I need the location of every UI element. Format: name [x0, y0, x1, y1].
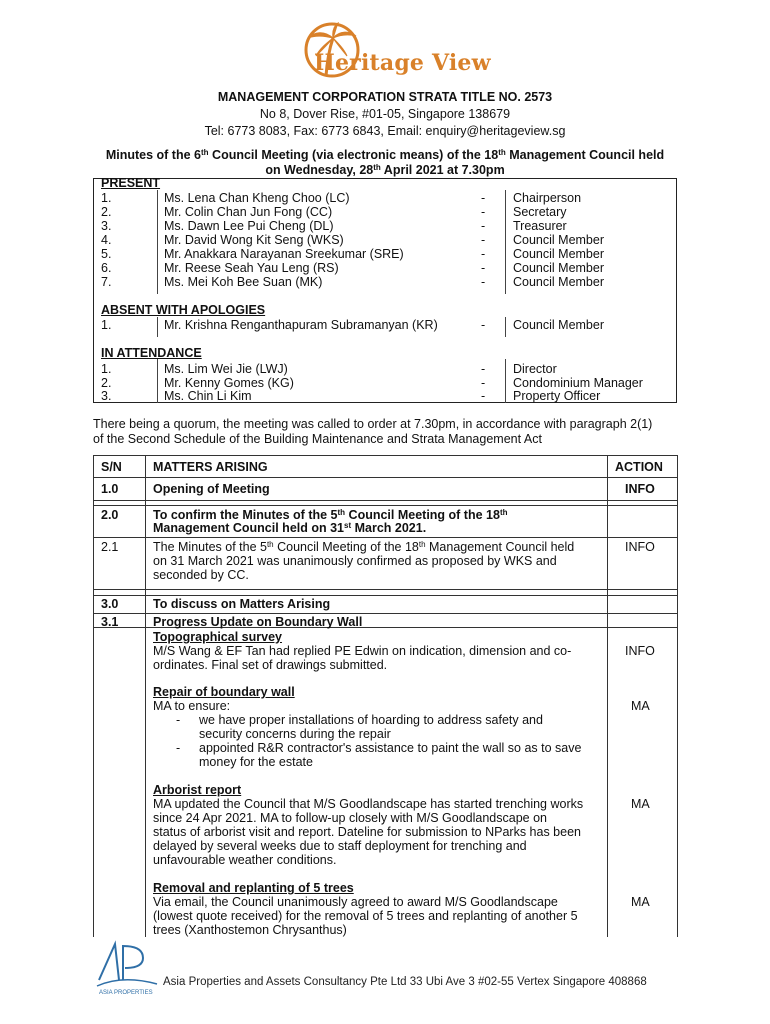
- present-num: 3.: [101, 219, 112, 233]
- arborist-l5: unfavourable weather conditions.: [153, 853, 337, 867]
- present-num: 1.: [101, 191, 112, 205]
- absent-num: 1.: [101, 318, 112, 332]
- present-name: Mr. Anakkara Narayanan Sreekumar (SRE): [164, 247, 404, 261]
- present-name: Mr. Reese Seah Yau Leng (RS): [164, 261, 339, 275]
- col-header-sn: S/N: [101, 460, 122, 474]
- present-num: 7.: [101, 275, 112, 289]
- attendance-role: Property Officer: [513, 389, 601, 403]
- repair-bullet-2-l1: appointed R&R contractor's assistance to paint the wall so as to save: [199, 741, 582, 755]
- bullet-dash: -: [176, 741, 181, 755]
- present-role: Chairperson: [513, 191, 582, 205]
- attendance-dash: -: [481, 376, 486, 390]
- in-attendance-heading: IN ATTENDANCE: [101, 346, 202, 360]
- attendance-name: Ms. Chin Li Kim: [164, 389, 252, 403]
- quorum-text-line-2: of the Second Schedule of the Building Maintenance and Strata Management Act: [93, 432, 542, 446]
- absent-dash: -: [481, 318, 486, 332]
- attendance-role: Director: [513, 362, 557, 376]
- present-num: 4.: [101, 233, 112, 247]
- trees-l3: trees (Xanthostemon Chrysanthus): [153, 923, 347, 937]
- present-name: Mr. Colin Chan Jun Fong (CC): [164, 205, 333, 219]
- topo-survey-heading: Topographical survey: [153, 630, 282, 644]
- present-name: Ms. Dawn Lee Pui Cheng (DL): [164, 219, 334, 233]
- svg-text:ASIA PROPERTIES: ASIA PROPERTIES: [99, 990, 153, 996]
- asia-properties-logo: [95, 940, 161, 1002]
- present-name: Ms. Lena Chan Kheng Choo (LC): [164, 191, 350, 205]
- attendance-role: Condominium Manager: [513, 376, 643, 390]
- absent-role: Council Member: [513, 318, 605, 332]
- present-name: Ms. Mei Koh Bee Suan (MK): [164, 275, 323, 289]
- minutes-title-line-2: on Wednesday, 28th April 2021 at 7.30pm: [265, 163, 505, 177]
- action-arborist: MA: [631, 797, 650, 811]
- topo-survey-l1: M/S Wang & EF Tan had replied PE Edwin on indication, dimension and co-: [153, 644, 572, 658]
- attendance-dash: -: [481, 389, 486, 403]
- action-topo: INFO: [625, 644, 655, 658]
- minutes-title-line-1: Minutes of the 6th Council Meeting (via electronic means) of the 18th Management Council held: [105, 148, 665, 162]
- present-num: 2.: [101, 205, 112, 219]
- repair-wall-intro: MA to ensure:: [153, 699, 231, 713]
- sn-3-1: 3.1: [101, 615, 119, 629]
- attendance-num: 1.: [101, 362, 112, 376]
- sn-3-0: 3.0: [101, 597, 119, 611]
- repair-bullet-1-l1: we have proper installations of hoarding to address safety and: [199, 713, 543, 727]
- minutes-confirmed-l3: seconded by CC.: [153, 568, 249, 582]
- footer-company-address: Asia Properties and Assets Consultancy Pte Ltd 33 Ubi Ave 3 #02-55 Vertex Singapore 408868: [163, 976, 647, 988]
- matter-confirm-minutes-l1: To confirm the Minutes of the 5th Council Meeting of the 18th: [153, 508, 508, 522]
- col-header-matters: MATTERS ARISING: [153, 460, 268, 474]
- minutes-confirmed-l2: on 31 March 2021 was unanimously confirmed as proposed by WKS and: [153, 554, 557, 568]
- present-role: Council Member: [513, 233, 605, 247]
- trees-l2: (lowest quote received) for the removal of 5 trees and replanting of another 5: [153, 909, 578, 923]
- arborist-l2: since 24 Apr 2021. MA to follow-up closely with M/S Goodlandscape on: [153, 811, 547, 825]
- arborist-heading: Arborist report: [153, 783, 242, 797]
- present-dash: -: [481, 191, 486, 205]
- sn-1-0: 1.0: [101, 482, 119, 496]
- repair-bullet-2-l2: money for the estate: [199, 755, 313, 769]
- absent-heading: ABSENT WITH APOLOGIES: [101, 303, 266, 317]
- matter-confirm-minutes-l2: Management Council held on 31st March 2021.: [153, 521, 427, 535]
- address-line: No 8, Dover Rise, #01-05, Singapore 138679: [259, 107, 511, 121]
- present-role: Treasurer: [513, 219, 567, 233]
- attendance-num: 3.: [101, 389, 112, 403]
- arborist-l3: status of arborist visit and report. Dateline for submission to NParks has been: [153, 825, 581, 839]
- present-dash: -: [481, 275, 486, 289]
- trees-l1: Via email, the Council unanimously agreed to award M/S Goodlandscape: [153, 895, 558, 909]
- action-2-1: INFO: [625, 540, 655, 554]
- sn-2-1: 2.1: [101, 540, 119, 554]
- brand-name: Heritage View: [314, 50, 491, 76]
- attendance-name: Ms. Lim Wei Jie (LWJ): [164, 362, 288, 376]
- present-dash: -: [481, 233, 486, 247]
- present-dash: -: [481, 219, 486, 233]
- present-heading: PRESENT: [101, 176, 161, 190]
- repair-wall-heading: Repair of boundary wall: [153, 685, 295, 699]
- action-trees: MA: [631, 895, 650, 909]
- repair-bullet-1-l2: security concerns during the repair: [199, 727, 391, 741]
- present-role: Council Member: [513, 275, 605, 289]
- present-role: Secretary: [513, 205, 567, 219]
- mcst-title: MANAGEMENT CORPORATION STRATA TITLE NO. 2573: [217, 90, 553, 104]
- present-name: Mr. David Wong Kit Seng (WKS): [164, 233, 344, 247]
- sn-2-0: 2.0: [101, 508, 119, 522]
- topo-survey-l2: ordinates. Final set of drawings submitted.: [153, 658, 388, 672]
- attendance-num: 2.: [101, 376, 112, 390]
- bullet-dash: -: [176, 713, 181, 727]
- contact-line: Tel: 6773 8083, Fax: 6773 6843, Email: enquiry@heritageview.sg: [204, 124, 566, 138]
- action-1-0: INFO: [625, 482, 655, 496]
- present-dash: -: [481, 205, 486, 219]
- present-num: 6.: [101, 261, 112, 275]
- present-role: Council Member: [513, 247, 605, 261]
- matter-discuss: To discuss on Matters Arising: [153, 597, 331, 611]
- attendance-dash: -: [481, 362, 486, 376]
- present-num: 5.: [101, 247, 112, 261]
- arborist-l1: MA updated the Council that M/S Goodlandscape has started trenching works: [153, 797, 584, 811]
- boundary-wall-title: Progress Update on Boundary Wall: [153, 615, 363, 629]
- quorum-text-line-1: There being a quorum, the meeting was called to order at 7.30pm, in accordance with paragraph 2(1): [93, 417, 653, 431]
- present-dash: -: [481, 261, 486, 275]
- present-role: Council Member: [513, 261, 605, 275]
- col-header-action: ACTION: [615, 460, 663, 474]
- action-repair: MA: [631, 699, 650, 713]
- attendance-name: Mr. Kenny Gomes (KG): [164, 376, 294, 390]
- trees-heading: Removal and replanting of 5 trees: [153, 881, 354, 895]
- absent-name: Mr. Krishna Renganthapuram Subramanyan (KR): [164, 318, 438, 332]
- matter-opening: Opening of Meeting: [153, 482, 270, 496]
- minutes-confirmed-l1: The Minutes of the 5th Council Meeting of the 18th Management Council held: [153, 540, 575, 554]
- arborist-l4: delayed by several weeks due to staff deployment for trenching and: [153, 839, 527, 853]
- present-dash: -: [481, 247, 486, 261]
